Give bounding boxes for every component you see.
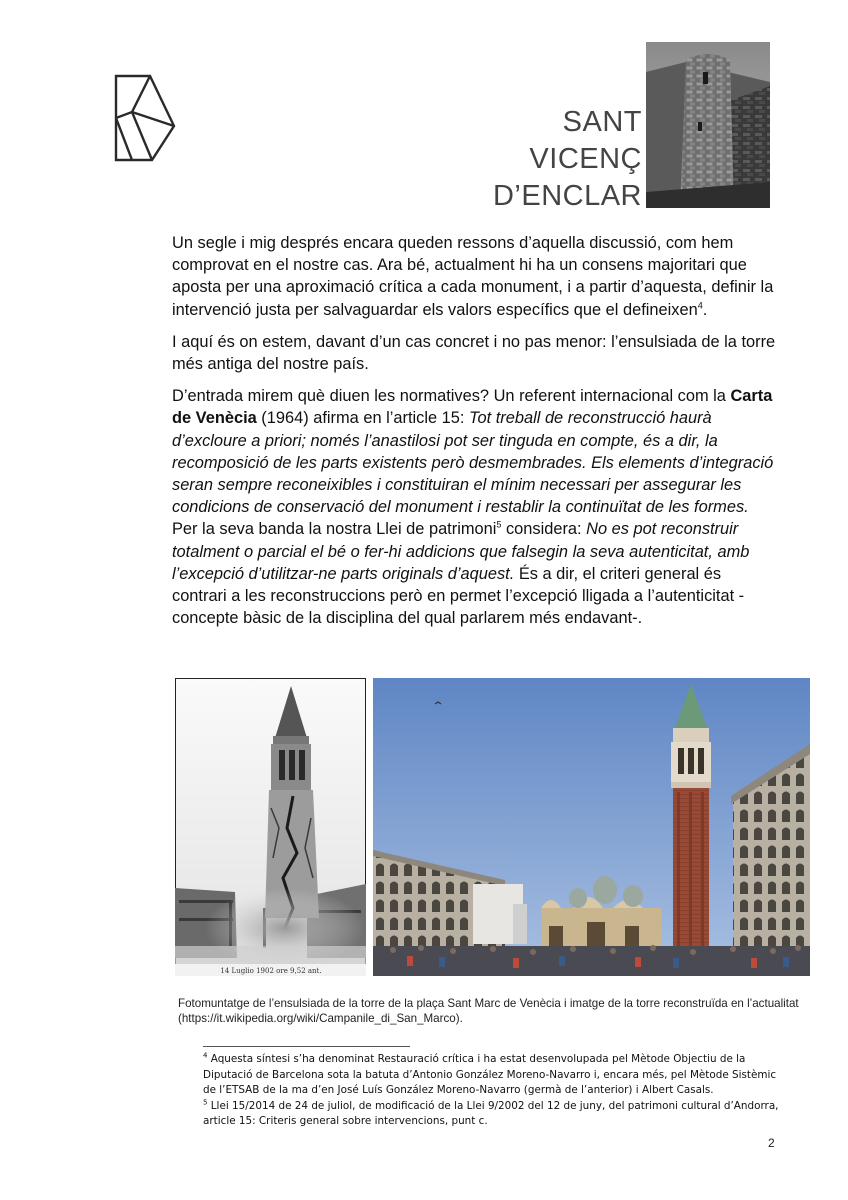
footnotes (203, 1052, 783, 1130)
paragraph-3-segment-3: Per la seva banda la nostra Llei de patrimoni (172, 520, 497, 539)
footnote-4-number: 4 (203, 1051, 208, 1060)
paragraph-3-segment-5: És a dir, el criteri general és contrari a les reconstruccions però en permet l’excepció lligada a l’autenticitat -concepte bàsic de la disciplina del qual parlarem més endavant-. (172, 564, 745, 628)
title-line-2: VICENÇ (529, 143, 642, 175)
header-tower-photo (646, 42, 770, 208)
paragraph-2: I aquí és on estem, davant d’un cas concret i no pas menor: l’ensulsiada de la torre més antiga del nostre país. (172, 332, 776, 374)
paragraph-1: Un segle i mig després encara queden ressons d’aquella discussió, com hem comprovat en el nostre cas. Ara bé, actualment hi ha un consens majoritari que aposta per una aproximació crítica a cada monument, i a partir d’aquesta, definir la intervenció justa per salvaguardar els valors específics que el defineixen$^4$. (172, 234, 774, 319)
figure-caption: Fotomuntatge de l’ensulsiada de la torre de la plaça Sant Marc de Venècia i imatge de la torre reconstruïda en l’actualitat (https://it.wikipedia.org/wiki/Campanile_di_San_Marco). (178, 997, 799, 1025)
footnote-ref-5[interactable]: 5 (496, 519, 502, 530)
publisher-logo (112, 74, 176, 162)
footnote-5-number: 5 (203, 1098, 208, 1107)
campanile-collapse-photo (175, 678, 366, 976)
footnote-ref-4[interactable]: 4 (697, 300, 703, 311)
footnote-5-text: Llei 15/2014 de 24 de juliol, de modificació de la Llei 9/2002 del 12 de juny, del patrimoni cultural d’Andorra, article 15: Criteris general sobre intervencions, punt c. (203, 1099, 779, 1128)
footnote-5 (203, 1099, 783, 1130)
carta-venecia-quote: Tot treball de reconstrucció haurà d’excloure a priori; només l’anastilosi pot ser tinguda en compte, és a dir, la recomposició de les parts existents però desmembrades. Els elements d’integració seran sempre reconeixibles i constituiran el mínim necessari per assegurar les condicions de conservació del monument i restablir la continuïtat de les formes. (172, 409, 774, 517)
campanile-today-photo (373, 678, 810, 976)
paragraph-3-segment-4: considera: (501, 520, 587, 539)
photo-date-caption: 14 Luglio 1902 ore 9,52 ant. (220, 967, 322, 975)
body-text (172, 232, 778, 639)
title-line-1: SANT (562, 106, 642, 138)
llei-patrimoni-quote: No es pot reconstruir totalment o parcial el bé o fer-hi addicions que falsegin la seva autenticitat, amb l’excepció d’utilitzar-ne parts originals d’aquest. (172, 520, 750, 583)
paragraph-3-segment-2: (1964) afirma en l’article 15: (256, 409, 470, 428)
footnote-separator (203, 1046, 410, 1047)
carta-venecia-term: Carta de Venècia (172, 387, 773, 428)
paragraph-3-intro: D’entrada mirem què diuen les normatives? Un referent internacional com la (172, 387, 731, 406)
footnote-4-text: Aquesta síntesi s’ha denominat Restauració crítica i ha estat desenvolupada pel Mètode Objectiu de la Diputació de Barcelona sota la batuta d’Antonio González Moreno-Navarro i, encara més, pel Mètode Sistèmic de l’ETSAB de la ma d’en José Luís González Moreno-Navarro (germà de l’anterior) i Albert Casals. (203, 1053, 777, 1097)
title-line-3: D’ENCLAR (492, 180, 642, 212)
page-title (493, 104, 642, 215)
paragraph-1-text: Un segle i mig després encara queden ressons d’aquella discussió, com hem comprovat en el nostre cas. Ara bé, actualment hi ha un consens majoritari que aposta per una aproximació crítica a cada monument, i a partir d’aquesta, definir la intervenció justa per salvaguardar els valors específics que el defineixen (172, 234, 774, 319)
page-number: 2 (768, 1136, 775, 1150)
footnote-4 (203, 1052, 783, 1099)
paragraph-3 (172, 385, 778, 629)
